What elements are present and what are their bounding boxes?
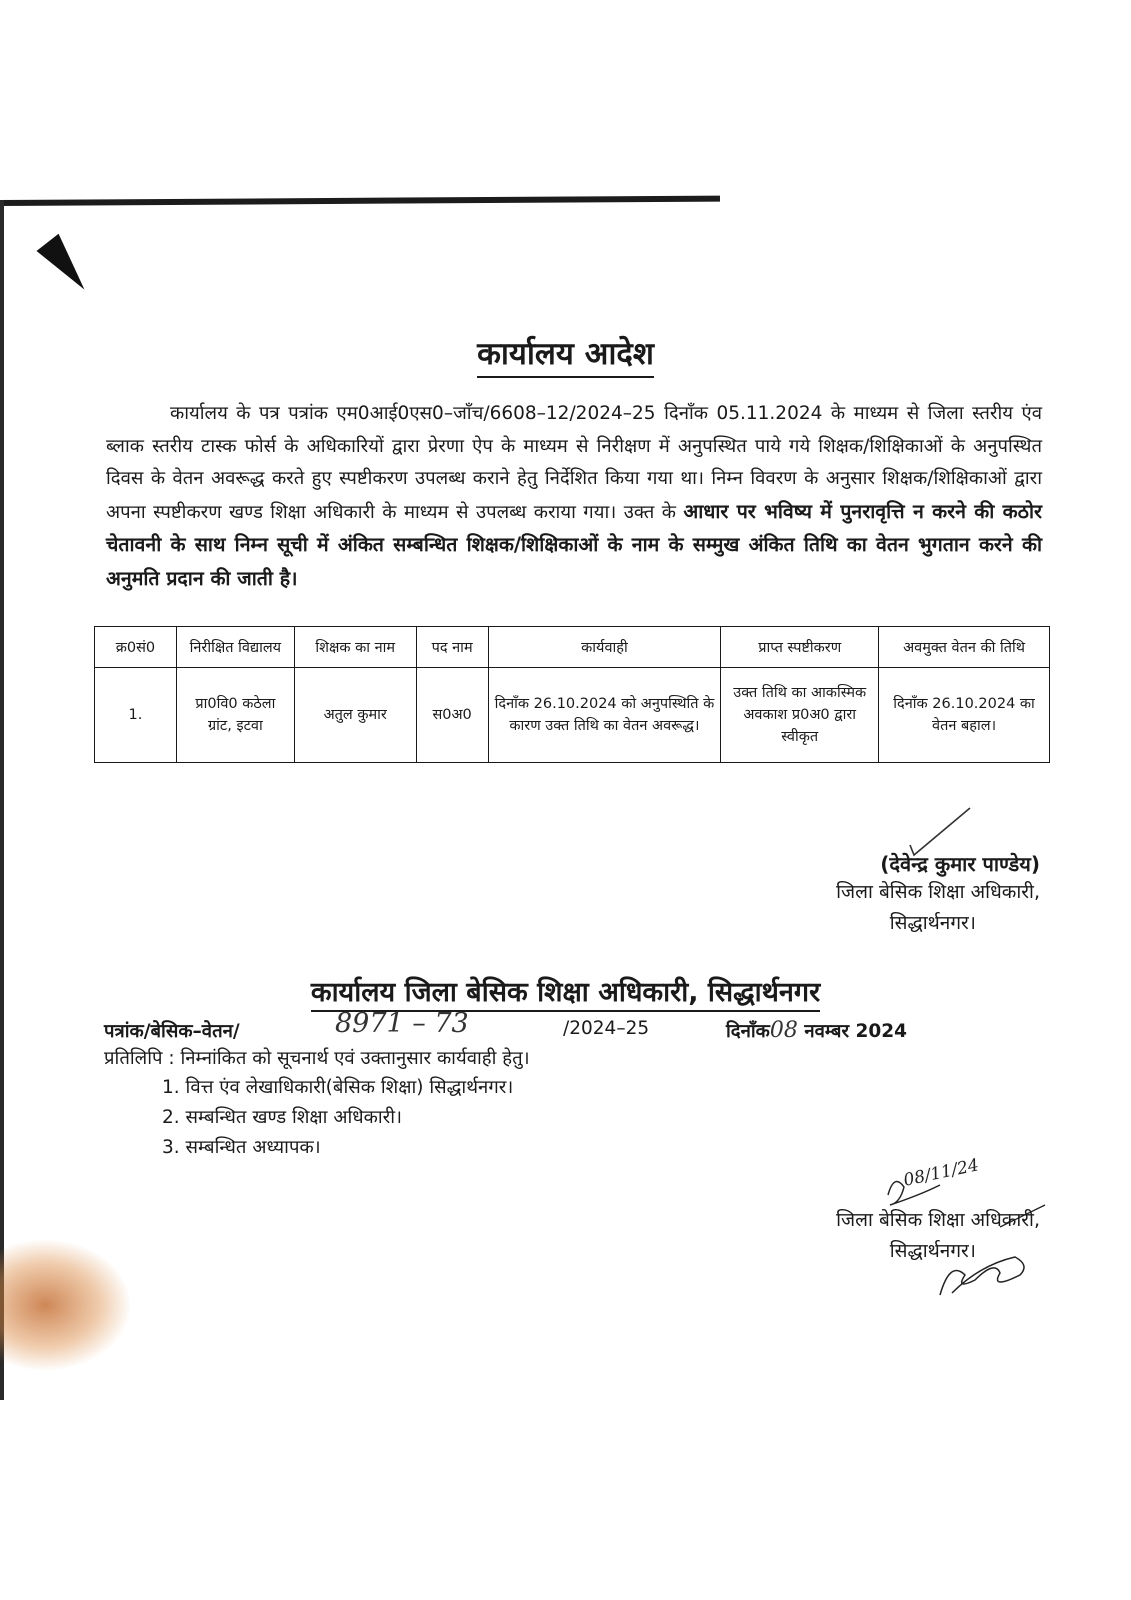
stain-mark [0, 1240, 130, 1370]
table-header-cell: शिक्षक का नाम [294, 627, 416, 668]
order-title [0, 332, 1131, 374]
list-item: 1. वित्त एंव लेखाधिकारी(बेसिक शिक्षा) सिद्धार्थनगर। [162, 1077, 514, 1098]
paper-edge-top [0, 196, 720, 206]
table-cell: स0अ0 [416, 668, 488, 763]
issue-date [726, 1018, 907, 1043]
date-prefix: दिनाँक [726, 1021, 770, 1042]
list-item: 3. सम्बन्धित अध्यापक। [162, 1137, 321, 1158]
order-title-text: कार्यालय आदेश [477, 336, 654, 378]
copy-signatory-place: सिद्धार्थनगर। [889, 1240, 976, 1262]
copy-signatory-designation: जिला बेसिक शिक्षा अधिकारी, [836, 1209, 1040, 1231]
signatory-name: (देवेन्द्र कुमार पाण्डेय) [880, 852, 1040, 876]
table-cell: प्रा0वि0 कठेला ग्रांट, इटवा [176, 668, 294, 763]
teacher-table [94, 626, 1050, 763]
date-rest: नवम्बर 2024 [804, 1021, 907, 1042]
table-header-cell: पद नाम [416, 627, 488, 668]
copy-list [162, 1073, 513, 1163]
table-cell: दिनाँक 26.10.2024 को अनुपस्थिति के कारण उक्त तिथि का वेतन अवरूद्ध। [488, 668, 721, 763]
order-paragraph [106, 398, 1042, 596]
table-header-cell: क्र0सं0 [95, 627, 177, 668]
copy-intro: प्रतिलिपि : निम्नांकित को सूचनार्थ एवं उक्तानुसार कार्यवाही हेतु। [104, 1048, 530, 1069]
reference-prefix: पत्रांक/बेसिक–वेतन/ [104, 1021, 240, 1042]
table-cell: दिनाँक 26.10.2024 का वेतन बहाल। [879, 668, 1050, 763]
table-cell: 1. [95, 668, 177, 763]
order-paragraph-bold: आधार पर भविष्य में पुनरावृत्ति न करने की कठोर चेतावनी के साथ निम्न सूची में अंकित सम्बन्धित शिक्षक/शिक्षिकाओं के नाम के सम्मुख अंकित तिथि का वेतन भुगतान करने की अनुमति प्रदान की जाती है। [106, 499, 1042, 590]
office-heading [0, 972, 1131, 1009]
table-header-cell: निरीक्षित विद्यालय [176, 627, 294, 668]
table-cell: अतुल कुमार [294, 668, 416, 763]
list-item: 2. सम्बन्धित खण्ड शिक्षा अधिकारी। [162, 1107, 403, 1128]
paper-edge-left [0, 200, 4, 1400]
reference-number: 8971 – 73 [335, 1008, 469, 1039]
office-heading-text: कार्यालय जिला बेसिक शिक्षा अधिकारी, सिद्धार्थनगर [311, 977, 820, 1012]
order-body [106, 398, 1042, 596]
signatory-place: सिद्धार्थनगर। [889, 912, 976, 934]
copy-signatory-block [760, 1205, 1040, 1267]
table-row [95, 668, 1050, 763]
pen-mark [36, 234, 95, 299]
date-day: 08 [769, 1018, 798, 1043]
signatory-designation: जिला बेसिक शिक्षा अधिकारी, [836, 881, 1040, 903]
order-paragraph-normal: कार्यालय के पत्र पत्रांक एम0आई0एस0–जाँच/6608–12/2024–25 दिनाँक 05.11.2024 के माध्यम से जिला स्तरीय एंव ब्लाक स्तरीय टास्क फोर्स के अधिकारियों द्वारा प्रेरणा ऐप के माध्यम से निरीक्षण में अनुपस्थित पाये गये शिक्षक/शिक्षिकाओं के अनुपस्थित दिवस के वेतन अवरूद्ध करते हुए स्पष्टीकरण उपलब्ध कराने हेतु निर्देशित किया गया था। निम्न विवरण के अनुसार शिक्षक/शिक्षिकाओं द्वारा अपना स्पष्टीकरण खण्ड शिक्षा अधिकारी के माध्यम से उपलब्ध कराया गया। उक्त के [106, 403, 1042, 523]
table-cell: उक्त तिथि का आकस्मिक अवकाश प्र0अ0 द्वारा स्वीकृत [721, 668, 879, 763]
signatory-block [760, 850, 1040, 939]
initials-date: 08/11/24 [901, 1155, 981, 1191]
reference-year: /2024–25 [563, 1018, 650, 1039]
table-header-row [95, 627, 1050, 668]
table-header-cell: कार्यवाही [488, 627, 721, 668]
table-header-cell: प्राप्त स्पष्टीकरण [721, 627, 879, 668]
table-header-cell: अवमुक्त वेतन की तिथि [879, 627, 1050, 668]
